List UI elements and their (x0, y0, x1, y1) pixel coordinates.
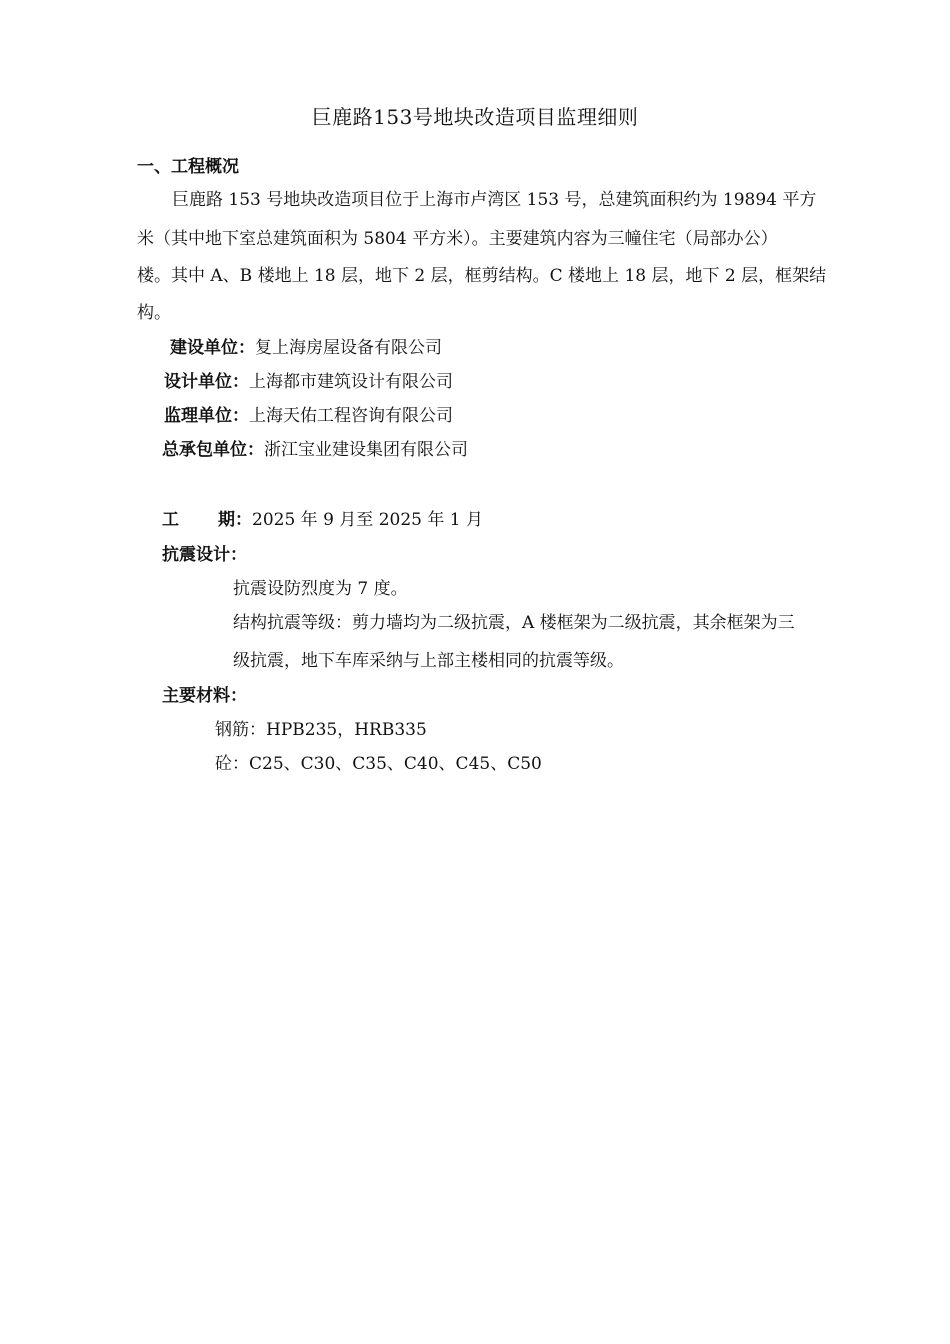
section-heading-overview: 一、工程概况 (137, 157, 239, 177)
unit-value: 上海天佑工程咨询有限公司 (249, 406, 453, 426)
unit-label: 设计单位： (164, 372, 249, 392)
unit-value: 浙江宝业建设集团有限公司 (264, 440, 468, 460)
overview-line-4: 构。 (137, 303, 171, 323)
unit-row-contractor (162, 439, 468, 461)
materials-heading: 主要材料： (162, 686, 247, 706)
unit-label: 监理单位： (164, 406, 249, 426)
overview-line-2: 米（其中地下室总建筑面积为 5804 平方米）。主要建筑内容为三幢住宅（局部办公） (137, 229, 778, 249)
unit-value: 上海都市建筑设计有限公司 (249, 372, 453, 392)
materials-steel: 钢筋：HPB235，HRB335 (215, 720, 427, 740)
materials-concrete: 砼：C25、C30、C35、C40、C45、C50 (215, 754, 542, 774)
seismic-intensity: 抗震设防烈度为 7 度。 (233, 579, 408, 599)
unit-row-construction (170, 337, 442, 359)
unit-label: 建设单位： (170, 338, 255, 358)
document-title: 巨鹿路153号地块改造项目监理细则 (311, 105, 639, 129)
period-label-b: 期： (218, 510, 252, 530)
unit-label: 总承包单位： (162, 440, 264, 460)
seismic-heading: 抗震设计： (162, 545, 247, 565)
unit-row-supervision (164, 405, 453, 427)
unit-row-design (164, 371, 453, 393)
period-row (162, 509, 483, 531)
overview-line-1: 巨鹿路 153 号地块改造项目位于上海市卢湾区 153 号，总建筑面积约为 19894 平方 (172, 190, 817, 210)
seismic-grade-line-1: 结构抗震等级：剪力墙均为二级抗震，A 楼框架为二级抗震，其余框架为三 (233, 613, 795, 633)
seismic-grade-line-2: 级抗震，地下车库采纳与上部主楼相同的抗震等级。 (233, 651, 624, 671)
period-value: 2025 年 9 月至 2025 年 1 月 (252, 510, 483, 530)
overview-line-3: 楼。其中 A、B 楼地上 18 层，地下 2 层，框剪结构。C 楼地上 18 层，地下 2 层，框架结 (137, 266, 827, 286)
unit-value: 复上海房屋设备有限公司 (255, 338, 442, 358)
period-label-a: 工 (162, 510, 179, 530)
